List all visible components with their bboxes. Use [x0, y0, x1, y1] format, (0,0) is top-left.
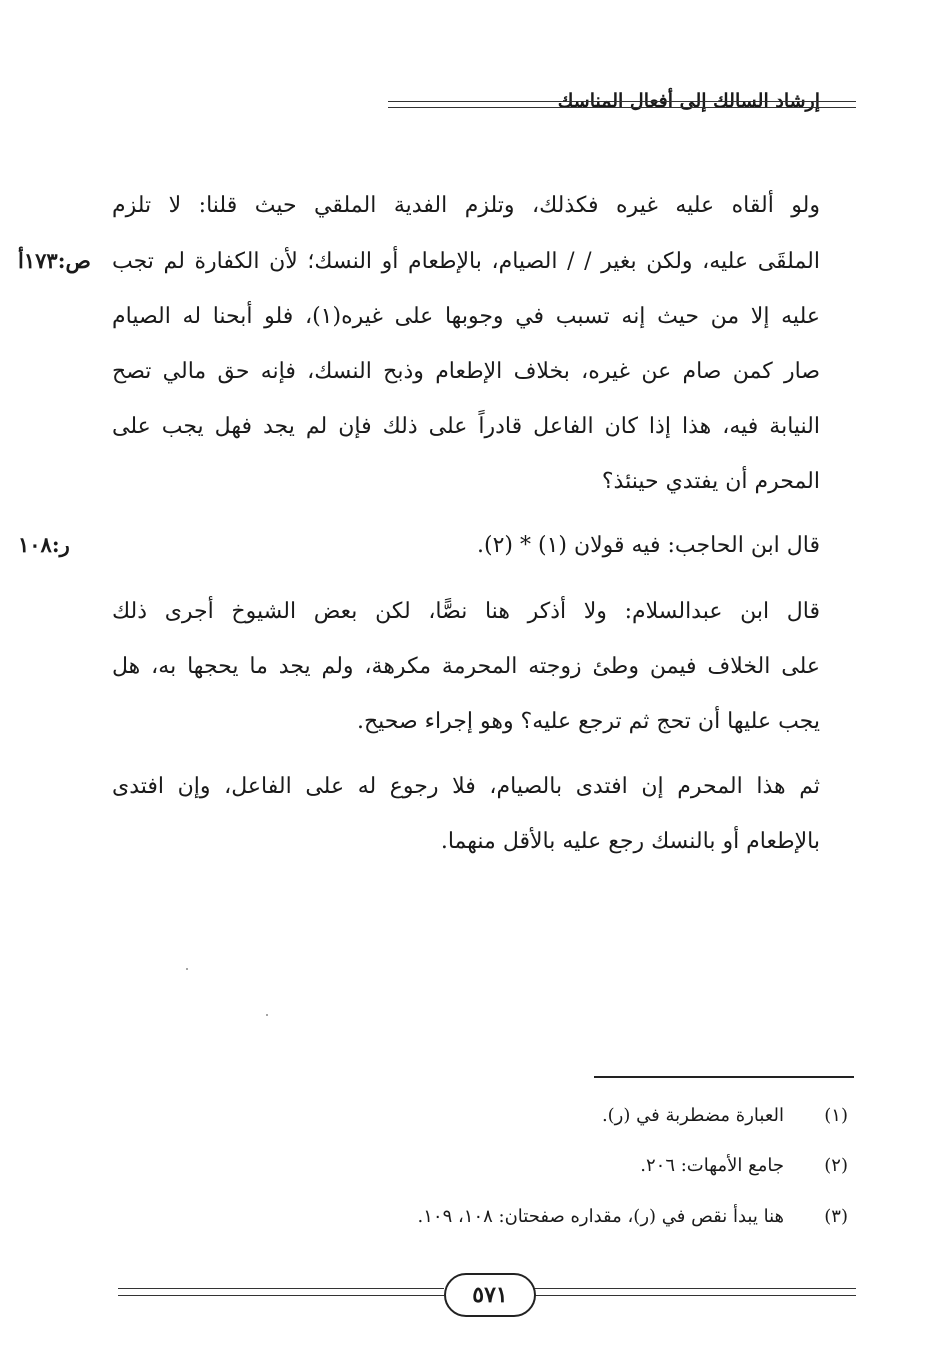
footnote-number: (١) [824, 1105, 848, 1126]
footnote-text: جامع الأمهات: ٢٠٦. [640, 1155, 784, 1176]
body-line: المحرم أن يفتدي حينئذ؟ [601, 469, 820, 494]
body-line: عليه إلا من حيث إنه تسبب في وجوبها على غيره(١)، فلو أبحنا له الصيام [112, 304, 820, 329]
footer-rule-left-bottom [118, 1295, 444, 1296]
footnote-separator [594, 1076, 854, 1078]
header-rule-top [388, 101, 856, 102]
footnote [640, 1155, 848, 1176]
footnote [602, 1105, 848, 1126]
footnote [418, 1206, 849, 1227]
body-line: النيابة فيه، هذا إذا كان الفاعل قادراً على ذلك فإن لم يجد فهل يجب على [112, 414, 820, 439]
header-rule-bottom [388, 107, 856, 108]
margin-note-manuscript-ref: ص:١٧٣أ [18, 248, 91, 273]
page-number: ٥٧١ [444, 1273, 536, 1317]
scan-speck [266, 1014, 268, 1016]
running-header-title: إرشاد السالك إلى أفعال المناسك [557, 90, 820, 112]
body-line: قال ابن عبدالسلام: ولا أذكر هنا نصًّا، لكن بعض الشيوخ أجرى ذلك [112, 599, 820, 624]
body-line: على الخلاف فيمن وطئ زوجته المحرمة مكرهة، ولم يجد ما يحجها به، هل [112, 654, 820, 679]
body-line: ثم هذا المحرم إن افتدى بالصيام، فلا رجوع له على الفاعل، وإن افتدى [112, 774, 820, 799]
footnote-number: (٢) [824, 1155, 848, 1176]
body-line: قال ابن الحاجب: فيه قولان (١) * (٢). [477, 533, 820, 558]
body-line: يجب عليها أن تحج ثم ترجع عليه؟ وهو إجراء صحيح. [356, 709, 820, 734]
margin-note-manuscript-ref: ر:١٠٨ [18, 532, 70, 557]
footnote-text: العبارة مضطربة في (ر). [601, 1105, 784, 1126]
body-line: صار كمن صام عن غيره، بخلاف الإطعام وذبح النسك، فإنه حق مالي تصح [112, 359, 820, 384]
body-line: الملقَى عليه، ولكن بغير / / الصيام، بالإطعام أو النسك؛ لأن الكفارة لم تجب [112, 249, 820, 274]
body-line: ولو ألقاه عليه غيره فكذلك، وتلزم الفدية الملقي حيث قلنا: لا تلزم [112, 193, 820, 218]
footnote-number: (٣) [824, 1206, 848, 1227]
body-line: بالإطعام أو بالنسك رجع عليه بالأقل منهما. [440, 829, 820, 854]
scan-speck [186, 968, 188, 970]
footnote-text: هنا يبدأ نقص في (ر)، مقداره صفحتان: ١٠٨، ١٠٩. [417, 1206, 784, 1227]
footer-rule-right-bottom [534, 1295, 856, 1296]
footer-rule-left-top [118, 1288, 444, 1289]
footer-rule-right-top [534, 1288, 856, 1289]
